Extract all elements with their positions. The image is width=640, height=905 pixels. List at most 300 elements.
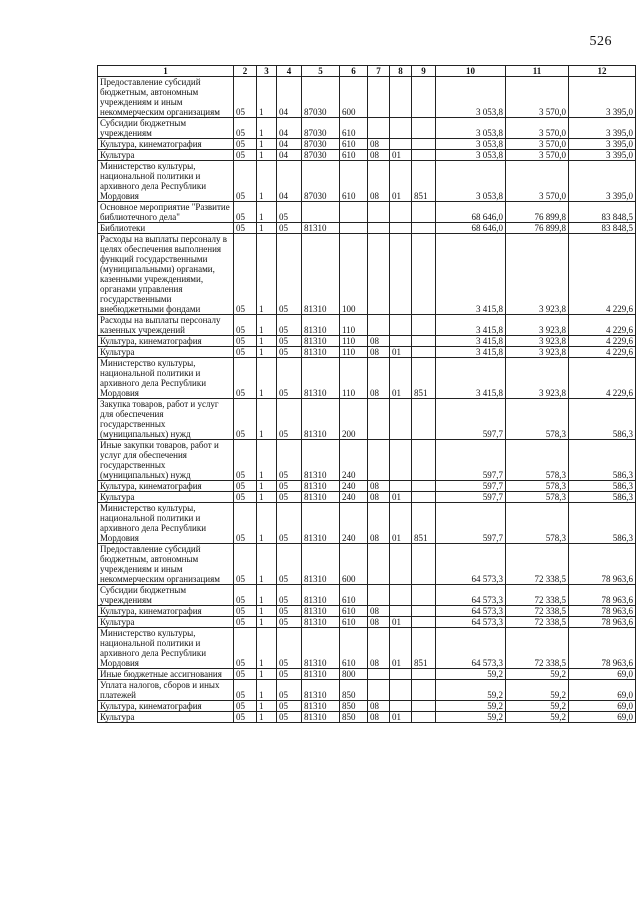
code-section: 05 bbox=[234, 336, 257, 347]
amount-year-1: 3 415,8 bbox=[436, 336, 506, 347]
column-header: 9 bbox=[412, 66, 436, 77]
amount-year-1: 3 415,8 bbox=[436, 347, 506, 358]
code-section-razdel bbox=[368, 202, 390, 223]
row-name: Культура bbox=[98, 347, 234, 358]
code-section: 05 bbox=[234, 712, 257, 723]
code-section: 05 bbox=[234, 234, 257, 315]
code-subprogram: 05 bbox=[277, 701, 302, 712]
amount-year-3: 4 229,6 bbox=[569, 234, 636, 315]
code-expense-type: 610 bbox=[340, 617, 368, 628]
code-program: 1 bbox=[257, 336, 277, 347]
row-name: Расходы на выплаты персоналу в целях обеспечения выполнения функций государственными (муниципальными) органами, казенными учреждениями, органами управления государственными внебюджетными фондами bbox=[98, 234, 234, 315]
amount-year-3: 83 848,5 bbox=[569, 223, 636, 234]
code-subprogram: 05 bbox=[277, 347, 302, 358]
code-program: 1 bbox=[257, 492, 277, 503]
code-section: 05 bbox=[234, 223, 257, 234]
amount-year-1: 3 053,8 bbox=[436, 77, 506, 118]
amount-year-1: 3 415,8 bbox=[436, 358, 506, 399]
code-subsection bbox=[390, 399, 412, 440]
code-section: 05 bbox=[234, 492, 257, 503]
code-expense-type: 110 bbox=[340, 315, 368, 336]
budget-table bbox=[97, 65, 636, 723]
code-expense-type: 800 bbox=[340, 669, 368, 680]
code-ministry bbox=[412, 150, 436, 161]
code-subsection bbox=[390, 669, 412, 680]
code-section: 05 bbox=[234, 585, 257, 606]
amount-year-2: 3 570,0 bbox=[506, 139, 569, 150]
code-expense-type: 610 bbox=[340, 585, 368, 606]
code-target-item: 87030 bbox=[302, 150, 340, 161]
row-name: Министерство культуры, национальной политики и архивного дела Республики Мордовия bbox=[98, 628, 234, 669]
code-subsection bbox=[390, 315, 412, 336]
code-ministry bbox=[412, 315, 436, 336]
amount-year-3: 69,0 bbox=[569, 669, 636, 680]
amount-year-1: 59,2 bbox=[436, 680, 506, 701]
code-section: 05 bbox=[234, 680, 257, 701]
code-program: 1 bbox=[257, 617, 277, 628]
code-section-razdel bbox=[368, 585, 390, 606]
code-ministry: 851 bbox=[412, 358, 436, 399]
code-target-item: 81310 bbox=[302, 617, 340, 628]
amount-year-1: 3 415,8 bbox=[436, 315, 506, 336]
amount-year-1: 64 573,3 bbox=[436, 617, 506, 628]
code-program: 1 bbox=[257, 234, 277, 315]
code-target-item: 81310 bbox=[302, 628, 340, 669]
code-target-item: 81310 bbox=[302, 440, 340, 481]
row-name: Уплата налогов, сборов и иных платежей bbox=[98, 680, 234, 701]
code-subsection bbox=[390, 701, 412, 712]
table-row bbox=[98, 336, 636, 347]
table-row bbox=[98, 628, 636, 669]
amount-year-2: 59,2 bbox=[506, 680, 569, 701]
code-subprogram: 05 bbox=[277, 585, 302, 606]
amount-year-3: 69,0 bbox=[569, 680, 636, 701]
code-section-razdel bbox=[368, 223, 390, 234]
code-subsection bbox=[390, 77, 412, 118]
code-target-item: 81310 bbox=[302, 481, 340, 492]
row-name: Иные бюджетные ассигнования bbox=[98, 669, 234, 680]
code-section-razdel bbox=[368, 544, 390, 585]
amount-year-2: 72 338,5 bbox=[506, 544, 569, 585]
table-row bbox=[98, 492, 636, 503]
code-subsection bbox=[390, 680, 412, 701]
code-target-item: 81310 bbox=[302, 606, 340, 617]
code-expense-type: 240 bbox=[340, 440, 368, 481]
code-ministry bbox=[412, 544, 436, 585]
code-subprogram: 05 bbox=[277, 234, 302, 315]
code-program: 1 bbox=[257, 202, 277, 223]
code-expense-type: 110 bbox=[340, 336, 368, 347]
row-name: Культура, кинематография bbox=[98, 139, 234, 150]
column-header: 5 bbox=[302, 66, 340, 77]
code-section-razdel bbox=[368, 669, 390, 680]
code-section: 05 bbox=[234, 347, 257, 358]
table-row bbox=[98, 617, 636, 628]
amount-year-2: 578,3 bbox=[506, 492, 569, 503]
code-expense-type: 600 bbox=[340, 544, 368, 585]
amount-year-3: 78 963,6 bbox=[569, 606, 636, 617]
amount-year-1: 68 646,0 bbox=[436, 202, 506, 223]
table-row bbox=[98, 399, 636, 440]
code-subprogram: 05 bbox=[277, 669, 302, 680]
code-subprogram: 05 bbox=[277, 315, 302, 336]
amount-year-1: 597,7 bbox=[436, 492, 506, 503]
code-target-item: 81310 bbox=[302, 503, 340, 544]
code-subsection: 01 bbox=[390, 492, 412, 503]
table-row bbox=[98, 347, 636, 358]
code-section-razdel: 08 bbox=[368, 606, 390, 617]
amount-year-3: 78 963,6 bbox=[569, 544, 636, 585]
code-subprogram: 04 bbox=[277, 150, 302, 161]
code-program: 1 bbox=[257, 161, 277, 202]
code-section-razdel: 08 bbox=[368, 701, 390, 712]
code-program: 1 bbox=[257, 669, 277, 680]
code-subprogram: 05 bbox=[277, 399, 302, 440]
code-section-razdel: 08 bbox=[368, 139, 390, 150]
amount-year-2: 59,2 bbox=[506, 712, 569, 723]
code-program: 1 bbox=[257, 503, 277, 544]
amount-year-1: 59,2 bbox=[436, 712, 506, 723]
code-program: 1 bbox=[257, 77, 277, 118]
code-subsection: 01 bbox=[390, 161, 412, 202]
code-section: 05 bbox=[234, 139, 257, 150]
column-header: 4 bbox=[277, 66, 302, 77]
amount-year-3: 3 395,0 bbox=[569, 150, 636, 161]
code-target-item: 81310 bbox=[302, 358, 340, 399]
code-program: 1 bbox=[257, 223, 277, 234]
code-subprogram: 05 bbox=[277, 481, 302, 492]
code-expense-type: 110 bbox=[340, 347, 368, 358]
table-row bbox=[98, 234, 636, 315]
row-name: Культура, кинематография bbox=[98, 481, 234, 492]
amount-year-1: 64 573,3 bbox=[436, 585, 506, 606]
code-subsection: 01 bbox=[390, 150, 412, 161]
row-name: Расходы на выплаты персоналу казенных учреждений bbox=[98, 315, 234, 336]
code-expense-type: 610 bbox=[340, 139, 368, 150]
amount-year-3: 69,0 bbox=[569, 701, 636, 712]
code-section: 05 bbox=[234, 358, 257, 399]
code-subsection bbox=[390, 606, 412, 617]
code-section: 05 bbox=[234, 399, 257, 440]
row-name: Библиотеки bbox=[98, 223, 234, 234]
code-target-item: 81310 bbox=[302, 701, 340, 712]
code-target-item: 81310 bbox=[302, 347, 340, 358]
code-expense-type: 600 bbox=[340, 77, 368, 118]
code-expense-type bbox=[340, 202, 368, 223]
code-section-razdel: 08 bbox=[368, 628, 390, 669]
code-ministry bbox=[412, 234, 436, 315]
table-header-row bbox=[98, 66, 636, 77]
code-subprogram: 04 bbox=[277, 139, 302, 150]
code-expense-type: 240 bbox=[340, 481, 368, 492]
code-section: 05 bbox=[234, 669, 257, 680]
code-subprogram: 05 bbox=[277, 440, 302, 481]
amount-year-2: 76 899,8 bbox=[506, 223, 569, 234]
row-name: Министерство культуры, национальной политики и архивного дела Республики Мордовия bbox=[98, 503, 234, 544]
code-subprogram: 04 bbox=[277, 161, 302, 202]
code-section-razdel bbox=[368, 118, 390, 139]
table-row bbox=[98, 544, 636, 585]
code-program: 1 bbox=[257, 606, 277, 617]
amount-year-3: 586,3 bbox=[569, 481, 636, 492]
code-subprogram: 05 bbox=[277, 336, 302, 347]
amount-year-2: 578,3 bbox=[506, 399, 569, 440]
row-name: Субсидии бюджетным учреждениям bbox=[98, 118, 234, 139]
amount-year-1: 597,7 bbox=[436, 440, 506, 481]
code-ministry: 851 bbox=[412, 628, 436, 669]
table-row bbox=[98, 118, 636, 139]
code-subsection: 01 bbox=[390, 628, 412, 669]
amount-year-3: 78 963,6 bbox=[569, 617, 636, 628]
code-ministry bbox=[412, 336, 436, 347]
table-row bbox=[98, 315, 636, 336]
table-row bbox=[98, 139, 636, 150]
code-section-razdel: 08 bbox=[368, 503, 390, 544]
row-name: Культура bbox=[98, 712, 234, 723]
code-ministry bbox=[412, 606, 436, 617]
table-row bbox=[98, 77, 636, 118]
code-section-razdel bbox=[368, 440, 390, 481]
code-subprogram: 05 bbox=[277, 617, 302, 628]
code-subsection: 01 bbox=[390, 617, 412, 628]
amount-year-3: 4 229,6 bbox=[569, 336, 636, 347]
code-subprogram: 04 bbox=[277, 77, 302, 118]
amount-year-3: 3 395,0 bbox=[569, 161, 636, 202]
code-subsection bbox=[390, 223, 412, 234]
code-target-item: 81310 bbox=[302, 669, 340, 680]
row-name: Культура bbox=[98, 492, 234, 503]
amount-year-1: 597,7 bbox=[436, 503, 506, 544]
amount-year-1: 68 646,0 bbox=[436, 223, 506, 234]
amount-year-1: 3 053,8 bbox=[436, 150, 506, 161]
code-subsection bbox=[390, 202, 412, 223]
amount-year-3: 3 395,0 bbox=[569, 118, 636, 139]
code-ministry bbox=[412, 399, 436, 440]
row-name: Культура, кинематография bbox=[98, 336, 234, 347]
code-program: 1 bbox=[257, 628, 277, 669]
amount-year-2: 76 899,8 bbox=[506, 202, 569, 223]
amount-year-2: 72 338,5 bbox=[506, 628, 569, 669]
code-section-razdel bbox=[368, 315, 390, 336]
amount-year-1: 59,2 bbox=[436, 669, 506, 680]
code-section-razdel: 08 bbox=[368, 347, 390, 358]
code-section-razdel: 08 bbox=[368, 617, 390, 628]
column-header: 12 bbox=[569, 66, 636, 77]
code-section-razdel bbox=[368, 234, 390, 315]
table-row bbox=[98, 358, 636, 399]
code-section-razdel: 08 bbox=[368, 150, 390, 161]
table-row bbox=[98, 150, 636, 161]
code-ministry bbox=[412, 481, 436, 492]
code-section-razdel: 08 bbox=[368, 336, 390, 347]
table-row bbox=[98, 481, 636, 492]
amount-year-2: 3 570,0 bbox=[506, 150, 569, 161]
row-name: Иные закупки товаров, работ и услуг для обеспечения государственных (муниципальных) нужд bbox=[98, 440, 234, 481]
page-number: 526 bbox=[589, 34, 612, 49]
amount-year-2: 3 923,8 bbox=[506, 347, 569, 358]
code-target-item: 87030 bbox=[302, 139, 340, 150]
row-name: Культура bbox=[98, 617, 234, 628]
code-subprogram: 05 bbox=[277, 503, 302, 544]
code-subsection bbox=[390, 139, 412, 150]
code-ministry bbox=[412, 492, 436, 503]
code-ministry bbox=[412, 440, 436, 481]
code-program: 1 bbox=[257, 701, 277, 712]
amount-year-1: 597,7 bbox=[436, 399, 506, 440]
table-body bbox=[98, 77, 636, 723]
row-name: Предоставление субсидий бюджетным, автономным учреждениям и иным некоммерческим организациям bbox=[98, 77, 234, 118]
code-section: 05 bbox=[234, 628, 257, 669]
code-program: 1 bbox=[257, 358, 277, 399]
code-program: 1 bbox=[257, 399, 277, 440]
code-section-razdel: 08 bbox=[368, 161, 390, 202]
code-target-item: 81310 bbox=[302, 336, 340, 347]
amount-year-1: 3 053,8 bbox=[436, 139, 506, 150]
code-section-razdel bbox=[368, 399, 390, 440]
table-row bbox=[98, 440, 636, 481]
code-section-razdel: 08 bbox=[368, 358, 390, 399]
amount-year-3: 586,3 bbox=[569, 503, 636, 544]
code-target-item: 87030 bbox=[302, 161, 340, 202]
row-name: Предоставление субсидий бюджетным, автономным учреждениям и иным некоммерческим организациям bbox=[98, 544, 234, 585]
code-ministry bbox=[412, 139, 436, 150]
code-subprogram: 05 bbox=[277, 606, 302, 617]
amount-year-3: 586,3 bbox=[569, 399, 636, 440]
code-target-item bbox=[302, 202, 340, 223]
code-target-item: 87030 bbox=[302, 118, 340, 139]
table-row bbox=[98, 606, 636, 617]
code-ministry: 851 bbox=[412, 161, 436, 202]
code-section: 05 bbox=[234, 161, 257, 202]
code-subprogram: 05 bbox=[277, 680, 302, 701]
amount-year-2: 59,2 bbox=[506, 701, 569, 712]
code-program: 1 bbox=[257, 712, 277, 723]
code-subprogram: 05 bbox=[277, 712, 302, 723]
row-name: Субсидии бюджетным учреждениям bbox=[98, 585, 234, 606]
code-target-item: 81310 bbox=[302, 315, 340, 336]
code-section: 05 bbox=[234, 544, 257, 585]
code-target-item: 81310 bbox=[302, 399, 340, 440]
amount-year-3: 3 395,0 bbox=[569, 77, 636, 118]
code-ministry bbox=[412, 669, 436, 680]
column-header: 10 bbox=[436, 66, 506, 77]
code-subsection bbox=[390, 544, 412, 585]
amount-year-2: 3 570,0 bbox=[506, 77, 569, 118]
code-expense-type: 850 bbox=[340, 680, 368, 701]
code-program: 1 bbox=[257, 440, 277, 481]
column-header: 8 bbox=[390, 66, 412, 77]
code-ministry bbox=[412, 712, 436, 723]
column-header: 6 bbox=[340, 66, 368, 77]
amount-year-2: 3 570,0 bbox=[506, 161, 569, 202]
code-section-razdel: 08 bbox=[368, 481, 390, 492]
table-row bbox=[98, 223, 636, 234]
amount-year-1: 64 573,3 bbox=[436, 606, 506, 617]
code-target-item: 81310 bbox=[302, 680, 340, 701]
table-row bbox=[98, 161, 636, 202]
code-section-razdel bbox=[368, 77, 390, 118]
code-subsection bbox=[390, 481, 412, 492]
code-expense-type bbox=[340, 223, 368, 234]
code-target-item: 81310 bbox=[302, 223, 340, 234]
code-program: 1 bbox=[257, 680, 277, 701]
code-subsection: 01 bbox=[390, 347, 412, 358]
code-section-razdel: 08 bbox=[368, 492, 390, 503]
code-section: 05 bbox=[234, 701, 257, 712]
code-expense-type: 610 bbox=[340, 150, 368, 161]
code-section: 05 bbox=[234, 150, 257, 161]
amount-year-1: 59,2 bbox=[436, 701, 506, 712]
code-ministry bbox=[412, 77, 436, 118]
code-ministry bbox=[412, 118, 436, 139]
amount-year-3: 3 395,0 bbox=[569, 139, 636, 150]
code-subsection: 01 bbox=[390, 358, 412, 399]
amount-year-2: 3 923,8 bbox=[506, 234, 569, 315]
amount-year-3: 4 229,6 bbox=[569, 315, 636, 336]
code-section: 05 bbox=[234, 202, 257, 223]
code-expense-type: 610 bbox=[340, 606, 368, 617]
code-target-item: 81310 bbox=[302, 492, 340, 503]
code-expense-type: 610 bbox=[340, 118, 368, 139]
row-name: Культура bbox=[98, 150, 234, 161]
code-subprogram: 05 bbox=[277, 628, 302, 669]
code-subsection bbox=[390, 440, 412, 481]
code-program: 1 bbox=[257, 315, 277, 336]
amount-year-2: 72 338,5 bbox=[506, 617, 569, 628]
amount-year-2: 578,3 bbox=[506, 481, 569, 492]
code-ministry bbox=[412, 202, 436, 223]
amount-year-2: 3 923,8 bbox=[506, 336, 569, 347]
amount-year-3: 78 963,6 bbox=[569, 585, 636, 606]
code-section-razdel bbox=[368, 680, 390, 701]
code-section-razdel: 08 bbox=[368, 712, 390, 723]
code-section: 05 bbox=[234, 315, 257, 336]
code-expense-type: 240 bbox=[340, 503, 368, 544]
row-name: Культура, кинематография bbox=[98, 701, 234, 712]
table-row bbox=[98, 680, 636, 701]
code-subprogram: 05 bbox=[277, 358, 302, 399]
code-ministry bbox=[412, 223, 436, 234]
amount-year-1: 597,7 bbox=[436, 481, 506, 492]
column-header: 3 bbox=[257, 66, 277, 77]
amount-year-3: 586,3 bbox=[569, 492, 636, 503]
code-program: 1 bbox=[257, 481, 277, 492]
code-expense-type: 850 bbox=[340, 712, 368, 723]
code-target-item: 81310 bbox=[302, 712, 340, 723]
code-subsection bbox=[390, 234, 412, 315]
row-name: Министерство культуры, национальной политики и архивного дела Республики Мордовия bbox=[98, 161, 234, 202]
row-name: Министерство культуры, национальной политики и архивного дела Республики Мордовия bbox=[98, 358, 234, 399]
row-name: Закупка товаров, работ и услуг для обеспечения государственных (муниципальных) нужд bbox=[98, 399, 234, 440]
code-subprogram: 05 bbox=[277, 202, 302, 223]
amount-year-2: 3 923,8 bbox=[506, 358, 569, 399]
table-row bbox=[98, 585, 636, 606]
column-header: 7 bbox=[368, 66, 390, 77]
code-section: 05 bbox=[234, 481, 257, 492]
amount-year-1: 3 053,8 bbox=[436, 161, 506, 202]
code-section: 05 bbox=[234, 617, 257, 628]
code-subprogram: 05 bbox=[277, 223, 302, 234]
code-subprogram: 05 bbox=[277, 544, 302, 585]
code-program: 1 bbox=[257, 139, 277, 150]
amount-year-3: 78 963,6 bbox=[569, 628, 636, 669]
code-target-item: 81310 bbox=[302, 585, 340, 606]
code-target-item: 81310 bbox=[302, 544, 340, 585]
amount-year-3: 586,3 bbox=[569, 440, 636, 481]
amount-year-3: 83 848,5 bbox=[569, 202, 636, 223]
table-row bbox=[98, 503, 636, 544]
row-name: Культура, кинематография bbox=[98, 606, 234, 617]
